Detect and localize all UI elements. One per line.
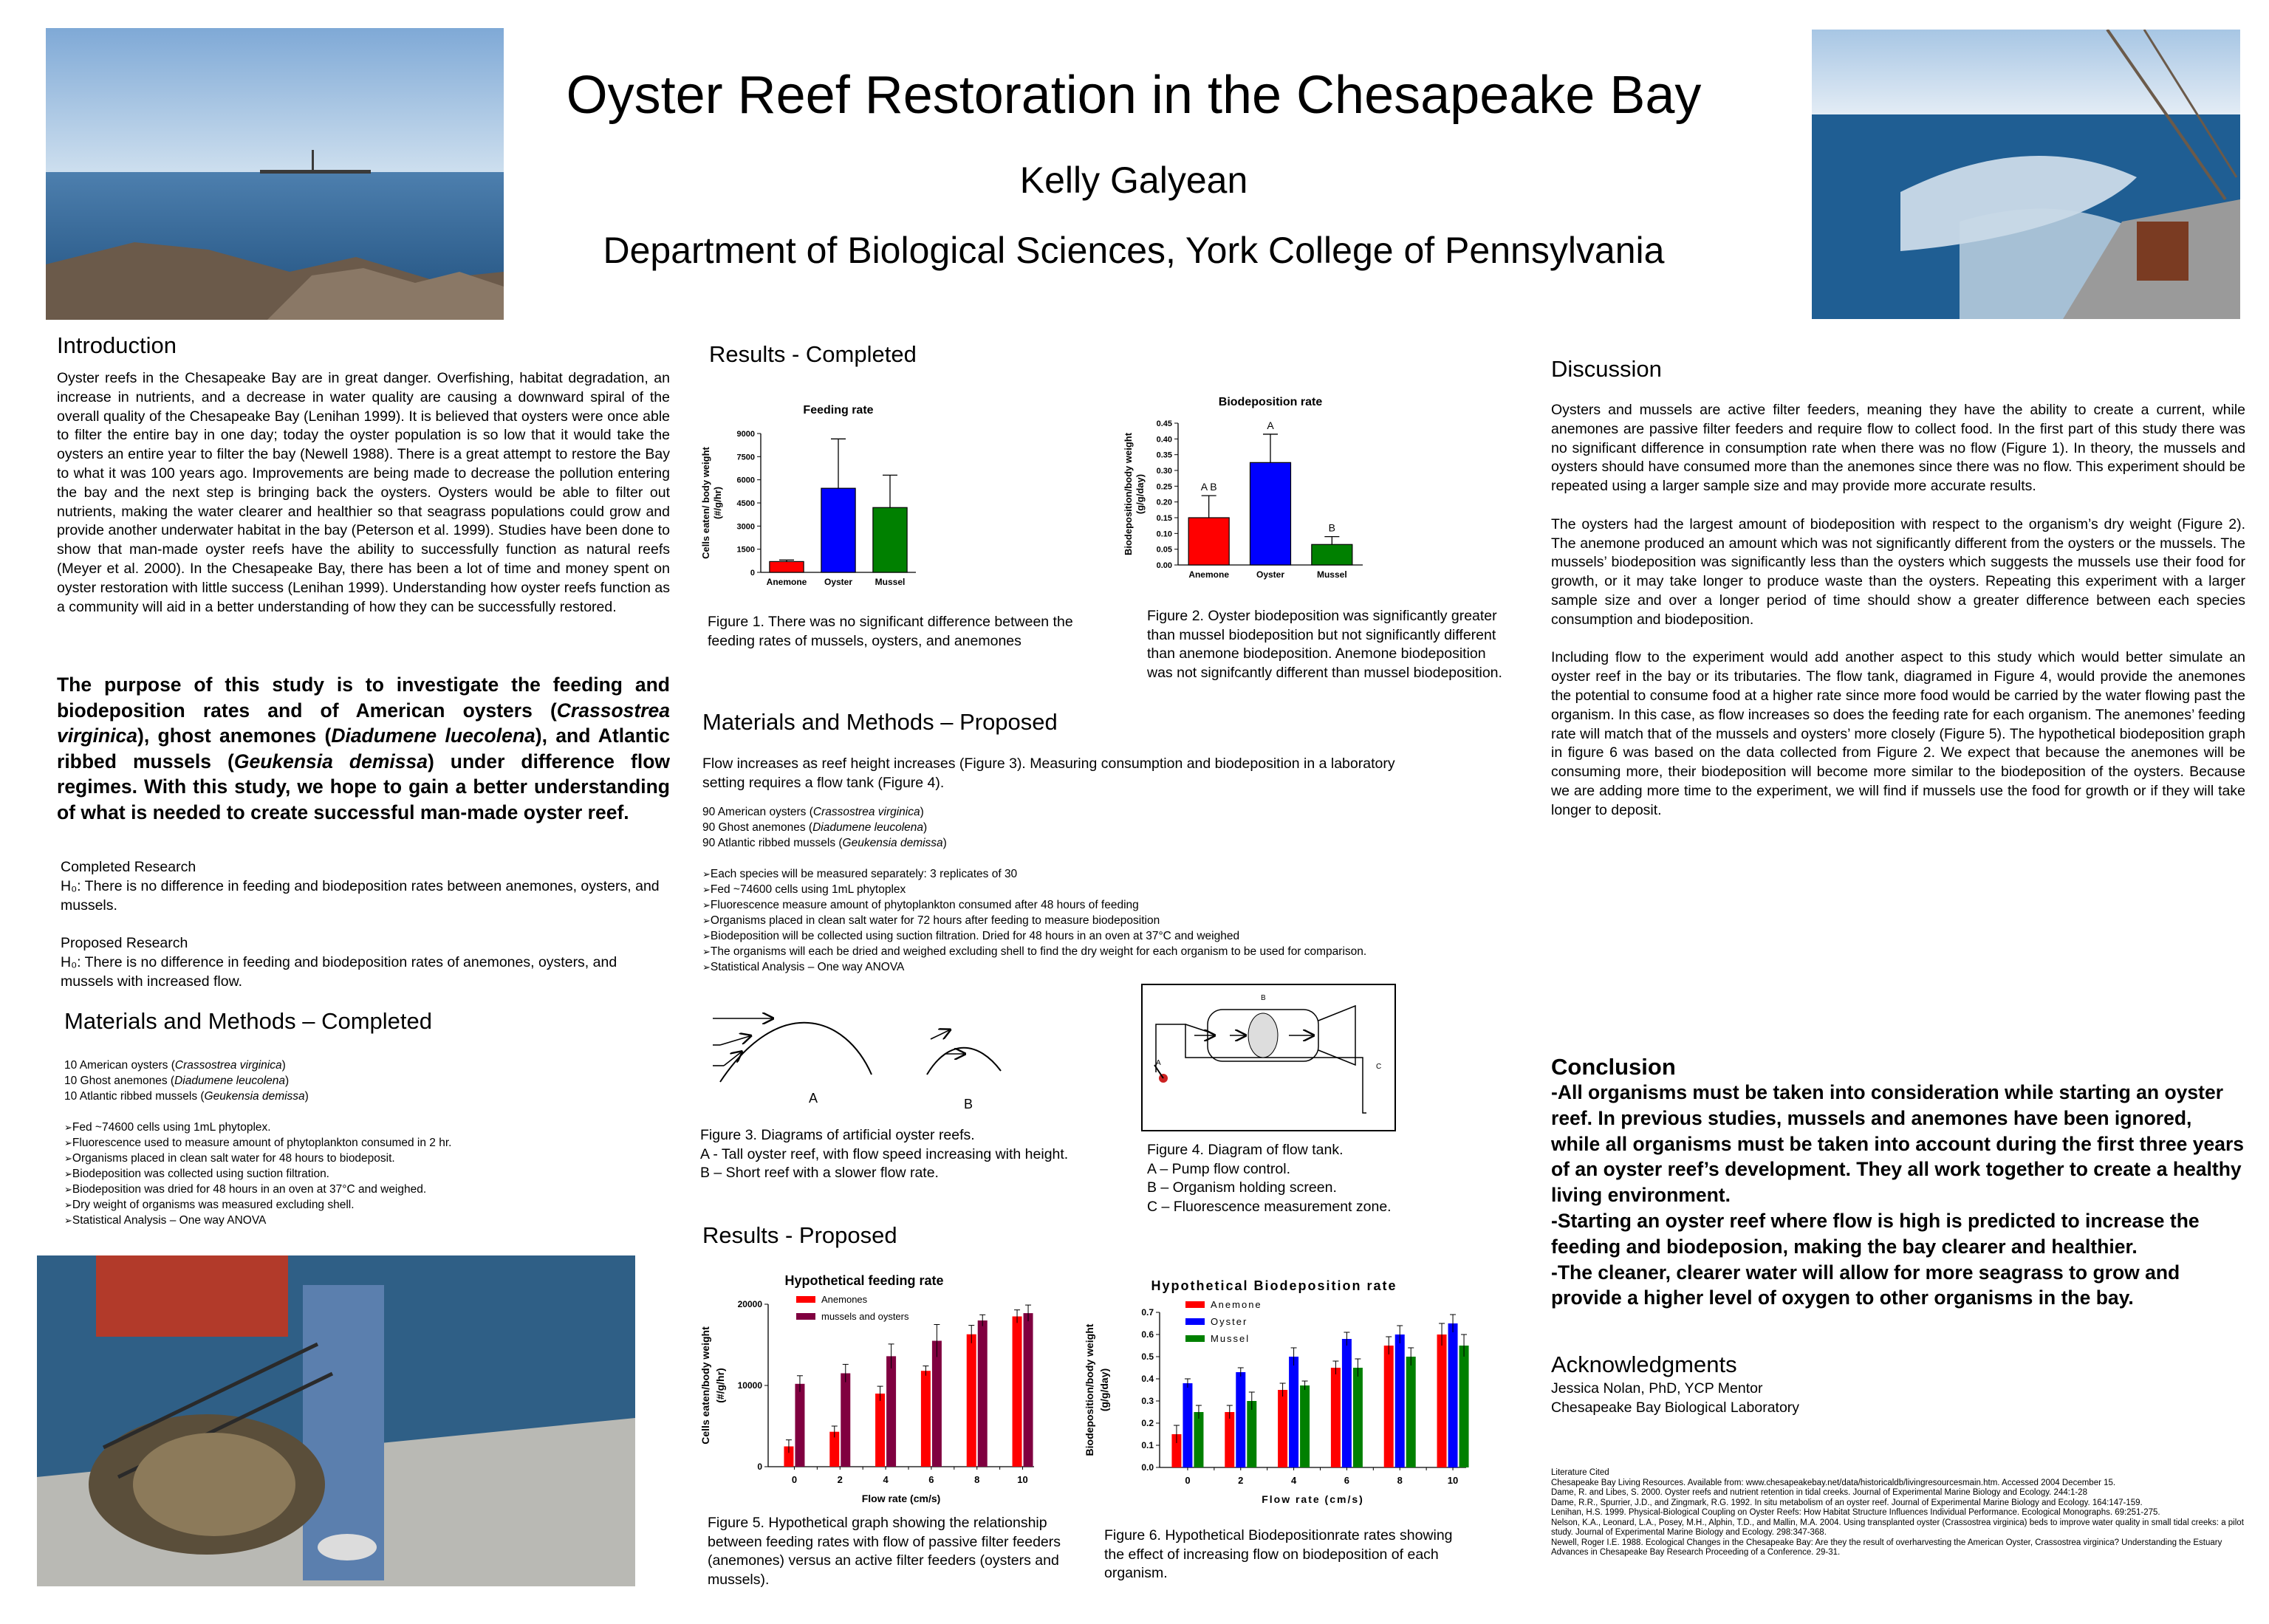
legend-swatch — [796, 1313, 815, 1320]
method-step: ➢ Dry weight of organisms was measured excluding shell. — [64, 1197, 655, 1213]
y-tick-label: 0.40 — [1156, 435, 1172, 445]
bar — [967, 1335, 976, 1467]
conclusion-point: -Starting an oyster reef where flow is high is predicted to increase the feeding and biodeposion, making the bay clearer and healthier. — [1551, 1209, 2200, 1258]
x-tick-label: Anemone — [1188, 569, 1230, 580]
legend-label: Mussel — [1211, 1333, 1250, 1344]
figure2-caption: Figure 2. Oyster biodeposition was significantly greater than mussel biodeposition but not significantly different than anemone biodeposition. Anemone biodeposition was not signifcantly different than mussel biodeposition. — [1147, 608, 1502, 681]
conclusion-text — [1551, 1080, 2245, 1311]
results-completed-heading: Results - Completed — [709, 341, 917, 367]
discussion-heading: Discussion — [1551, 356, 1662, 382]
bar — [978, 1320, 988, 1467]
x-tick-label: 6 — [928, 1474, 934, 1485]
x-axis-label: Flow rate (cm/s) — [1262, 1493, 1364, 1505]
organism-line: 10 Atlantic ribbed mussels (Geukensia demissa) — [64, 1090, 309, 1103]
y-tick-label: 0.1 — [1141, 1440, 1154, 1450]
completed-research-hypothesis: H₀: There is no difference in feeding and biodeposition rates between anemones, oysters, and mussels. — [61, 877, 660, 914]
flow-tank-diagram — [1141, 984, 1396, 1131]
y-tick-label: 0.35 — [1156, 450, 1172, 460]
y-tick-label: 0 — [757, 1462, 762, 1472]
bar-anemone — [1188, 518, 1229, 565]
y-tick-label: 4500 — [736, 499, 755, 508]
chart-title: Hypothetical Biodeposition rate — [1151, 1278, 1397, 1293]
biodeposition-rate-chart — [1115, 388, 1529, 609]
bar — [1353, 1368, 1363, 1467]
bar — [1183, 1383, 1192, 1467]
organism-holding-screen — [1248, 1013, 1278, 1058]
x-tick-label: 2 — [1238, 1475, 1244, 1486]
legend-swatch — [796, 1296, 815, 1303]
acknowledgments-text: Jessica Nolan, PhD, YCP Mentor Chesapeake Bay Biological Laboratory — [1551, 1380, 1800, 1416]
y-tick-label: 10000 — [737, 1380, 762, 1391]
y-tick-label: 0.4 — [1141, 1374, 1154, 1384]
y-tick-label: 0.10 — [1156, 530, 1172, 539]
bar — [841, 1374, 850, 1467]
x-tick-label: 8 — [1397, 1475, 1403, 1486]
axis-label: (g/g/day) — [1098, 1368, 1110, 1412]
organism-line: 90 Ghost anemones (Diadumene leucolena) — [702, 821, 928, 834]
tall-reef-outline — [720, 1023, 872, 1082]
bar — [1331, 1368, 1341, 1467]
y-tick-label: 6000 — [736, 476, 755, 485]
y-tick-label: 0.5 — [1141, 1351, 1154, 1362]
method-step: ➢ Statistical Analysis – One way ANOVA — [64, 1213, 655, 1228]
significance-label: A — [1267, 419, 1274, 431]
x-tick-label: 4 — [1290, 1475, 1297, 1486]
reef-label-b: B — [964, 1097, 973, 1111]
y-tick-label: 0.05 — [1156, 545, 1172, 555]
bar — [875, 1394, 885, 1467]
figure6-caption: Figure 6. Hypothetical Biodepositionrate rates showing the effect of increasing flow on biodeposition of each organism. — [1104, 1527, 1453, 1581]
x-tick-label: 10 — [1447, 1475, 1459, 1486]
discussion-paragraph: The oysters had the largest amount of biodeposition with respect to the organism’s dry weight (Figure 2). The anemone produced an amount which was not significantly different from the oysters or the mussels. The mussels’ biodeposition was significantly less than the oysters which suggests the mussels use their food for growth, or it may take longer to produce waste than the oysters. Repeating this experiment with a larger sample size and over a longer period of time should show a greater difference between each species consumption and biodeposition. — [1551, 515, 2245, 628]
reference: Nelson, K.A., Leonard, L.A., Posey, M.H., Alphin, T.D., and Mallin, M.A. 2004. Using transplanted oyster (Crassostrea virginica) beds to improve water quality in small tidal creeks: a pilot study. Journal of Experimental Marine Biology and Ecology. 298:347-368. — [1551, 1518, 2244, 1537]
legend-label: mussels and oysters — [821, 1311, 909, 1322]
axis-label: (#/g/hr) — [714, 1368, 726, 1403]
proposed-research-hypothesis: H₀: There is no difference in feeding and biodeposition rates of anemones, oysters, and mussels with increased flow. — [61, 954, 617, 990]
bar — [921, 1371, 931, 1467]
poster-department: Department of Biological Sciences, York College of Pennsylvania — [603, 230, 1665, 271]
reef-label-a: A — [809, 1091, 818, 1106]
y-tick-label: 0 — [750, 569, 755, 578]
bar — [1384, 1346, 1394, 1467]
y-tick-label: 9000 — [736, 430, 755, 439]
x-tick-label: 8 — [974, 1474, 980, 1485]
discussion-text — [1551, 401, 2245, 820]
method-step: ➢ Biodeposition was collected using suction filtration. — [64, 1166, 655, 1182]
literature-heading: Literature Cited — [1551, 1468, 1609, 1477]
axis-label: (g/g/day) — [1134, 473, 1146, 515]
x-tick-label: 2 — [837, 1474, 843, 1485]
bar-anemone — [770, 561, 804, 572]
method-step: ➢ Fluorescence used to measure amount of phytoplankton consumed in 2 hr. — [64, 1135, 655, 1151]
axis-label: Cells eaten/body weight — [699, 1326, 711, 1445]
organism-line: 90 American oysters (Crassostrea virginica) — [702, 806, 924, 818]
introduction-heading: Introduction — [57, 332, 177, 358]
x-tick-label: 0 — [1185, 1475, 1191, 1486]
y-tick-label: 0.45 — [1156, 419, 1172, 428]
method-step: ➢ Each species will be measured separately: 3 replicates of 30 — [702, 866, 1515, 882]
method-step: ➢ Statistical Analysis – One way ANOVA — [702, 959, 1515, 975]
bar — [1395, 1335, 1405, 1467]
bar — [1289, 1357, 1298, 1467]
hypothetical-feeding-rate-chart — [694, 1269, 1041, 1512]
x-tick-label: 4 — [883, 1474, 889, 1485]
bar — [886, 1356, 896, 1467]
methods-proposed-list — [702, 804, 1515, 975]
purpose-statement: The purpose of this study is to investigate the feeding and biodeposition rates and of American oysters (Crassostrea virginica), ghost anemones (Diadumene luecolena), and Atlantic ribbed mussels (Geukensia demissa) under difference flow regimes. With this study, we hope to gain a better understanding of what is needed to create successful man-made oyster reef. — [57, 674, 671, 823]
legend-label: Anemones — [821, 1294, 868, 1305]
bar — [795, 1384, 804, 1467]
x-tick-label: Anemone — [766, 577, 807, 587]
bar — [1247, 1401, 1256, 1467]
y-tick-label: 0.7 — [1141, 1307, 1154, 1318]
x-tick-label: Oyster — [824, 577, 853, 587]
methods-proposed-heading: Materials and Methods – Proposed — [702, 709, 1058, 735]
y-tick-label: 0.25 — [1156, 482, 1172, 492]
method-step: ➢ Biodeposition will be collected using suction filtration. Dried for 48 hours in an oven at 37°C and weighed — [702, 928, 1515, 944]
chart-title: Feeding rate — [803, 404, 874, 417]
bar — [1437, 1335, 1447, 1467]
chart-title: Hypothetical feeding rate — [784, 1273, 944, 1288]
bar-mussel — [873, 507, 907, 572]
legend-label: Anemone — [1211, 1299, 1262, 1310]
y-tick-label: 1500 — [736, 545, 755, 555]
method-step: ➢ The organisms will each be dried and weighed excluding shell to find the dry weight for each organism to be used for comparison. — [702, 944, 1515, 959]
reference: Dame, R.R., Spurrier, J.D., and Zingmark, R.G. 1992. In situ metabolism of an oyster reef. Journal of Experimental Marine Biology and Ecology. 164:147-159. — [1551, 1498, 2143, 1507]
flow-arrow-icon — [931, 1030, 949, 1039]
x-axis-label: Flow rate (cm/s) — [861, 1493, 941, 1504]
y-tick-label: 3000 — [736, 522, 755, 532]
methods-proposed-intro: Flow increases as reef height increases (Figure 3). Measuring consumption and biodeposition in a laboratory setting requires a flow tank (Figure 4). — [702, 756, 1395, 791]
bar — [932, 1341, 942, 1467]
method-step: ➢ Biodeposition was dried for 48 hours in an oven at 37°C and weighed. — [64, 1182, 655, 1197]
significance-label: B — [1328, 521, 1336, 534]
results-proposed-heading: Results - Proposed — [702, 1222, 897, 1248]
bar — [1342, 1339, 1352, 1467]
hypotheses — [61, 858, 666, 992]
organism-line: 10 Ghost anemones (Diadumene leucolena) — [64, 1075, 290, 1087]
poster-title: Oyster Reef Restoration in the Chesapeake Bay — [566, 66, 1702, 125]
y-tick-label: 0.0 — [1141, 1462, 1154, 1473]
x-tick-label: 10 — [1017, 1474, 1028, 1485]
bar — [1194, 1412, 1203, 1467]
x-tick-label: 0 — [791, 1474, 798, 1485]
figure5-caption: Figure 5. Hypothetical graph showing the relationship between feeding rates with flow of passive filter feeders (anemones) versus an active filter feeders (oysters and mussels). — [708, 1515, 1061, 1588]
figure3-caption: Figure 3. Diagrams of artificial oyster reefs. A - Tall oyster reef, with flow speed increasing with height. B – Short reef with a slower flow rate. — [700, 1127, 1069, 1181]
y-tick-label: 7500 — [736, 453, 755, 462]
methods-proposed-steps — [702, 866, 1515, 975]
short-reef-outline — [927, 1048, 1001, 1075]
y-tick-label: 0.6 — [1141, 1329, 1154, 1340]
introduction-text: Oyster reefs in the Chesapeake Bay are in great danger. Overfishing, habitat degradation, an increase in nutrients, and a decrease in water quality are causing a downward spiral of the overall quality of the Chesapeake Bay (Lenihan 1999). It is believed that oysters were once able to filter the entire bay in one day; today the oyster population is so low that it would take the oysters an entire year to filter the bay (Newell 1988). There is a great attempt to restore the Bay to what it was 100 years ago. Improvements are being made to decrease the pollution entering the bay and the next step is bringing back the oysters. Oysters would be able to filter out nutrients, making the water clearer and healthier so that seagrass populations could grow and provide another underwater habitat in the bay (Peterson et al. 1999). Studies have been done to show that man-made oyster reefs have the ability to successfully function as natural reefs (Meyer et al. 2000). In the Chesapeake Bay, there has been a lot of time and money spent on oyster restoration with little success (Lenihan 1999). Understanding how oyster reefs function as a community will aid in a better understanding of how they can be successfully restored. — [57, 370, 670, 615]
bar-oyster — [821, 488, 855, 572]
svg-text:C: C — [1376, 1063, 1382, 1071]
svg-text:A: A — [1156, 1059, 1161, 1067]
y-tick-label: 0.3 — [1141, 1396, 1154, 1406]
proposed-research-label: Proposed Research — [61, 935, 188, 952]
legend-swatch — [1185, 1301, 1205, 1308]
conclusion-point: -The cleaner, clearer water will allow for more seagrass to grow and provide a higher level of oxygen to other organisms in the bay. — [1551, 1261, 2180, 1309]
acknowledgments-heading: Acknowledgments — [1551, 1351, 1737, 1377]
y-tick-label: 20000 — [737, 1299, 762, 1309]
x-tick-label: Mussel — [1316, 569, 1347, 580]
literature-cited — [1551, 1468, 2245, 1558]
bar-oyster — [1250, 462, 1291, 565]
figure4-caption: Figure 4. Diagram of flow tank. A – Pump flow control. B – Organism holding screen. C – Fluorescence measurement zone. — [1147, 1142, 1392, 1215]
discussion-paragraph: Including flow to the experiment would add another aspect to this study which would better simulate an oyster reef in the bay or its tributaries. The flow tank, diagramed in Figure 4, would provide the anemones the potential to consume food at a higher rate since more food would be carried by the water flowing past the organism. In this case, as flow increases so does the feeding rate for each organism. The anemones’ feeding rate will match that of the mussels and oysters’ more closely (Figure 5). The hypothetical biodeposition graph in figure 6 was based on the data collected from Figure 2. We expect that because the anemones will be consuming more, their biodeposition will become more similar to the biodeposition of the oysters. Because we are adding more time to the experiment, we will find if mussels use the food for growth or if they will take longer to deposit. — [1551, 649, 2245, 818]
chart-title: Biodeposition rate — [1218, 396, 1323, 408]
legend-swatch — [1185, 1318, 1205, 1325]
organism-line: 10 American oysters (Crassostrea virginica) — [64, 1059, 286, 1072]
methods-completed-steps — [64, 1120, 655, 1228]
method-step: ➢ Fluorescence measure amount of phytoplankton consumed after 48 hours of feeding — [702, 897, 1515, 913]
bar — [1024, 1313, 1033, 1467]
methods-completed-heading: Materials and Methods – Completed — [64, 1008, 432, 1034]
discussion-paragraph: Oysters and mussels are active filter feeders, meaning they have the ability to create a current, while anemones are passive filter feeders and require flow to collect food. In the first part of this study there was no significant difference in consumption rate when there was no flow (Figure 1). In theory, the mussels and oysters should have consumed more than the anemones since there was no flow. This experiment should be repeated using a larger sample size and may provide more accurate results. — [1551, 402, 2245, 495]
axis-label: Biodeposition/body weight — [1123, 432, 1134, 556]
hypothetical-biodeposition-rate-chart — [1078, 1274, 1481, 1514]
boat-wake-photo — [1812, 30, 2240, 319]
reference: Chesapeake Bay Living Resources. Available from: www.chesapeakebay.net/data/historicaldb/livingresourcesmain.htm. Accessed 2004 December 15. — [1551, 1478, 2116, 1487]
y-tick-label: 0.2 — [1141, 1418, 1154, 1428]
axis-label: Cells eaten/ body weight — [700, 447, 711, 559]
oyster-cage-photo — [37, 1255, 635, 1586]
legend-swatch — [1185, 1335, 1205, 1342]
method-step: ➢ Fed ~74600 cells using 1mL phytoplex. — [64, 1120, 655, 1135]
y-tick-label: 0.00 — [1156, 561, 1172, 570]
bar — [1013, 1317, 1022, 1467]
bar — [1448, 1323, 1458, 1467]
bar-mussel — [1312, 544, 1352, 565]
y-tick-label: 0.15 — [1156, 514, 1172, 523]
axis-label: (#/g/hr) — [712, 486, 723, 520]
reference: Newell, Roger I.E. 1988. Ecological Changes in the Chesapeake Bay: Are they the result of overharvesting the American Oyster, Crassostrea virginica? Understanding the Estuary Advances in Chesapeake Bay Research Proceeding of a Conference. 29-31. — [1551, 1538, 2222, 1557]
reef-flow-diagram — [705, 1001, 1030, 1119]
bar — [1236, 1372, 1245, 1467]
axis-label: Biodeposition/body weight — [1084, 1323, 1095, 1456]
flow-arrow-icon — [720, 1036, 750, 1045]
bar — [1406, 1357, 1416, 1467]
legend-label: Oyster — [1211, 1316, 1248, 1327]
y-tick-label: 0.20 — [1156, 498, 1172, 507]
figure1-caption: Figure 1. There was no significant difference between the feeding rates of mussels, oysters, and anemones — [708, 614, 1073, 649]
significance-label: A B — [1200, 481, 1217, 493]
y-tick-label: 0.30 — [1156, 467, 1172, 476]
feeding-rate-chart — [694, 391, 1108, 606]
reference: Lenihan, H.S. 1999. Physical-Biological Coupling on Oyster Reefs: How Habitat Structure Influences Individual Performance. Ecological Monographs. 69:251-275. — [1551, 1508, 2160, 1517]
organism-line: 90 Atlantic ribbed mussels (Geukensia demissa) — [702, 837, 947, 849]
poster-author: Kelly Galyean — [1019, 160, 1248, 201]
method-step: ➢ Organisms placed in clean salt water for 48 hours to biodeposit. — [64, 1151, 655, 1166]
completed-research-label: Completed Research — [61, 859, 196, 875]
method-step: ➢ Fed ~74600 cells using 1mL phytoplex — [702, 882, 1515, 897]
svg-text:B: B — [1261, 994, 1266, 1002]
bar — [1300, 1385, 1310, 1467]
conclusion-point: -All organisms must be taken into consideration while starting an oyster reef. In previous studies, mussels and anemones have been ignored, while all organisms must be taken into account during the first three years of an oyster reef’s development. They all work together to create a healthy living environment. — [1551, 1081, 2245, 1207]
reference: Dame, R. and Libes, S. 2000. Oyster reefs and nutrient retention in tidal creeks. Journal of Experimental Marine Biology and Ecology. 244:1-28 — [1551, 1488, 2087, 1497]
x-tick-label: 6 — [1344, 1475, 1350, 1486]
conclusion-heading: Conclusion — [1551, 1054, 1676, 1080]
x-tick-label: Mussel — [875, 577, 906, 587]
x-tick-label: Oyster — [1256, 569, 1285, 580]
method-step: ➢ Organisms placed in clean salt water for 72 hours after feeding to measure biodeposition — [702, 913, 1515, 928]
bar — [1459, 1346, 1469, 1467]
bar — [1278, 1390, 1287, 1467]
bar — [1225, 1412, 1234, 1467]
methods-completed-list — [64, 1058, 655, 1228]
